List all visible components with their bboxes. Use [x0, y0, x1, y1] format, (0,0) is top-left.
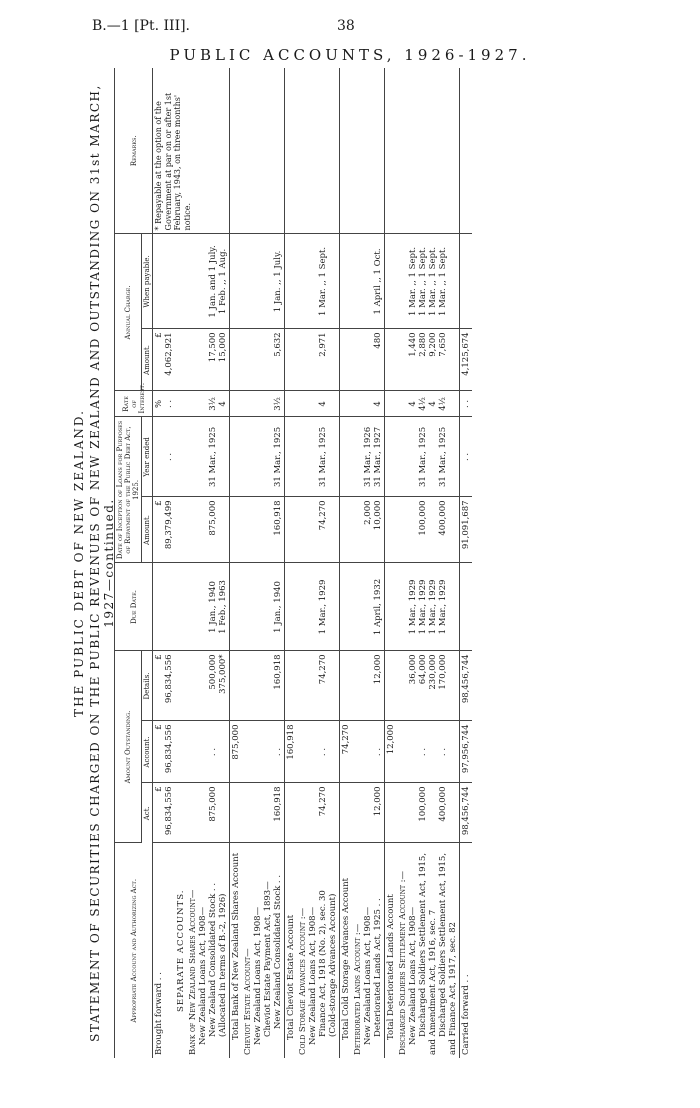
- table-row: Total Deteriorated Lands Account 12,000: [385, 68, 398, 1058]
- col-act: Act.: [142, 783, 153, 843]
- table-row: Bank of New Zealand Shares Account— New Zealand Loans Act, 1908— New Zealand Consolidated Stock . . (Allocated in terms of B.-2, 1926) 875,000 . . 500,000 375,000* 1 Jan., 1940 1 Feb., 1963 875,000 31 Mar., 1925 3½ 4 17,500 15,000 1 Jan. and 1 July. 1 Feb. ,, 1 Aug.: [187, 68, 230, 1058]
- table-row: Total Cheviot Estate Account 160,918: [285, 68, 298, 1058]
- col-annual-amount: Amount.: [142, 329, 153, 391]
- col-inception: Date of Inception of Loans for Purposes of Repayment of the Public Debt Act, 1925.: [115, 417, 142, 563]
- table-row: Cold Storage Advances Account :— New Zealand Loans Act, 1908— Finance Act, 1918 (No. 2), sec. 30 (Cold-storage Advances Account) 74,270 . . 74,270 1 Mar., 1929 74,270 31 Mar., 1925 4 2,971 1 Mar. ,, 1 Sept.: [297, 68, 340, 1058]
- table-row: Total Bank of New Zealand Shares Account 875,000: [230, 68, 243, 1058]
- col-annual: Annual Charge.: [115, 234, 142, 391]
- remark-note: * Repayable at the option of the Government at par on or after 1st February, 1943, on three months' notice.: [153, 68, 230, 234]
- col-due: Due Date.: [115, 563, 153, 651]
- table-row: SEPARATE ACCOUNTS.: [175, 68, 187, 1058]
- page-title: PUBLIC ACCOUNTS, 1926-1927.: [169, 46, 531, 64]
- table-subheading: STATEMENT OF SECURITIES CHARGED ON THE PUBLIC REVENUES OF NEW ZEALAND AND OUTSTANDING ON 31st MARCH, 1927—continued.: [88, 84, 116, 1042]
- page-reference: B.—1 [Pt. III].: [92, 18, 191, 34]
- col-when: When payable.: [142, 234, 153, 329]
- table-row: Brought forward . . £ 96,834,556 £ 96,834,556 £ 96,834,556 £ 89,379,499 . . % . . £ 4,062,921 * Repayable at the option of the Government at par on or after 1st February, 1943, on three months' notice.: [153, 68, 176, 1058]
- page-number: 38: [337, 18, 355, 34]
- table-heading: THE PUBLIC DEBT OF NEW ZEALAND.: [72, 409, 86, 717]
- col-remarks: Remarks.: [115, 68, 153, 234]
- rotated-table-block: [72, 68, 650, 1058]
- table-row: Cheviot Estate Account— New Zealand Loans Act, 1908— Cheviot Estate Payment Act, 1893— New Zealand Consolidated Stock . . 160,918 . . 160,918 1 Jan., 1940 160,918 31 Mar., 1925 3½ 5,632 1 Jan. ,, 1 July.: [242, 68, 285, 1058]
- col-account: Appropriate Account and Authorizing Act.: [115, 843, 153, 1058]
- table-row: Carried forward . . 98,456,744 97,956,744 98,456,744 91,091,687 . . . . 4,125,674: [460, 68, 473, 1058]
- col-amount: Amount.: [142, 497, 153, 563]
- table-row: Discharged Soldiers Settlement Account :— New Zealand Loans Act, 1908— Discharged Soldiers Settlement Act, 1915, and Amendment Act, 1916, sec. 7 Discharged Soldiers Settlement Act, 1915, and Finance Act, 1917, sec. 82 100,000 400,000 . . . . 36,000 64,000 230,000 170,000 1 Mar., 1929 1 Mar., 1929 1 Mar., 1929 1 Mar., 1929 100,000 400,000 31 Mar., 1925 31 Mar., 1925 4 4½ 4 4½ 1,440 2,880 9,200 7,650 1 Mar. ,, 1 Sept. 1 Mar. ,, 1 Sept. 1 Mar. ,, 1 Sept. 1 Mar. ,, 1 Sept.: [397, 68, 460, 1058]
- table-row: Total Cold Storage Advances Account 74,270: [340, 68, 353, 1058]
- table-row: Deteriorated Lands Account :— New Zealand Loans Act, 1908— Deteriorated Lands Act, 1925 . . 12,000 . . 12,000 1 April, 1932 2,000 10,000 31 Mar., 1926 31 Mar., 1927 4 480 1 April ,, 1 Oct.: [352, 68, 385, 1058]
- securities-table: [114, 68, 472, 1058]
- col-outstanding: Amount Outstanding.: [115, 651, 142, 843]
- col-details: Details.: [142, 651, 153, 721]
- col-year: Year ended: [142, 417, 153, 497]
- col-acct: Account.: [142, 721, 153, 783]
- col-rate: Rate of Interest.: [115, 391, 153, 417]
